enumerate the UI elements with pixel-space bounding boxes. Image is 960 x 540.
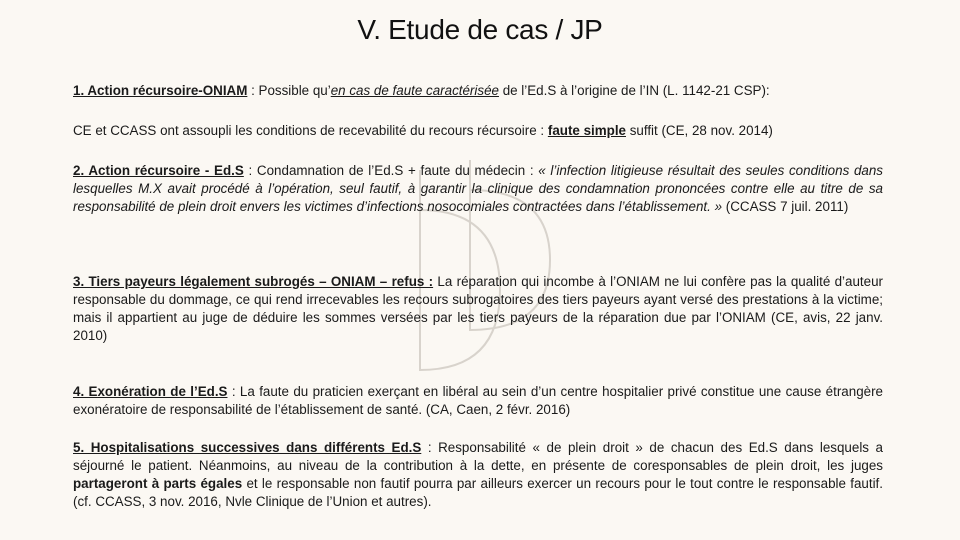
paragraph-tiers-payeurs bbox=[73, 273, 883, 345]
paragraph-text: : Possible qu’ bbox=[247, 83, 331, 98]
emphasis-faute-simple: faute simple bbox=[547, 123, 626, 138]
paragraph-hospitalisations bbox=[73, 439, 883, 511]
paragraph-text: de l’Ed.S à l’origine de l’IN (L. 1142-21 CSP): bbox=[498, 83, 770, 98]
paragraph-text: CE et CCASS ont assoupli les conditions de recevabilité du recours récursoire : bbox=[73, 123, 548, 138]
quote-ccass: « l’infection litigieuse résultait des seules conditions dans lesquelles M.X avait procédé à l’opération, seul fautif, à garantir la clinique des condamnation prononcées contre elle au titre de sa responsabilité de plein droit envers les victimes d’infections nosocomiales contractées dans l’établissement. » bbox=[73, 163, 883, 214]
heading-hospitalisations: 5. Hospitalisations successives dans différents Ed.S bbox=[73, 440, 422, 455]
paragraph-text: (CCASS 7 juil. 2011) bbox=[722, 199, 849, 214]
paragraph-text: : Condamnation de l’Ed.S + faute du médecin : bbox=[243, 163, 539, 178]
heading-action-recursoire-eds: 2. Action récursoire - Ed.S bbox=[73, 163, 244, 178]
paragraph-text: suffit (CE, 28 nov. 2014) bbox=[626, 123, 773, 138]
paragraph-text: : Responsabilité « de plein droit » de chacun des Ed.S dans lesquels a séjourné le patient. Néanmoins, au niveau de la contribution à la dette, en présente de coresponsables de plein droit, les juges bbox=[73, 440, 883, 473]
heading-tiers-payeurs: 3. Tiers payeurs légalement subrogés – ONIAM – refus : bbox=[73, 274, 434, 289]
heading-exoneration: 4. Exonération de l’Ed.S bbox=[73, 384, 228, 399]
emphasis-faute-caracterisee: en cas de faute caractérisée bbox=[330, 83, 499, 98]
paragraph-exoneration bbox=[73, 383, 883, 419]
paragraph-action-recursoire-oniam bbox=[73, 82, 883, 100]
page-title: V. Etude de cas / JP bbox=[357, 14, 603, 45]
paragraph-text: et le responsable non fautif pourra par ailleurs exercer un recours pour le tout contre le responsable fautif. (cf. CCASS, 3 nov. 2016, Nvle Clinique de l’Union et autres). bbox=[73, 476, 883, 509]
paragraph-text: : La faute du praticien exerçant en libéral au sein d’un centre hospitalier privé constitue une cause étrangère exonératoire de responsabilité de l’établissement de santé. (CA, Caen, 2 févr. 2016) bbox=[73, 384, 883, 417]
emphasis-parts-egales: partageront à parts égales bbox=[73, 476, 243, 491]
paragraph-action-recursoire-eds bbox=[73, 162, 883, 216]
paragraph-text: La réparation qui incombe à l’ONIAM ne lui confère pas la qualité d’auteur responsable du dommage, ce qui rend irrecevables les recours subrogatoires des tiers payeurs ayant versé des prestations à la victime; mais il appartient au juge de déduire les sommes versées par les tiers payeurs de la réparation due par l’ONIAM (CE, avis, 22 janv. 2010) bbox=[73, 274, 883, 343]
paragraph-assouplissement bbox=[73, 122, 883, 140]
heading-action-recursoire-oniam: 1. Action récursoire-ONIAM bbox=[73, 83, 248, 98]
